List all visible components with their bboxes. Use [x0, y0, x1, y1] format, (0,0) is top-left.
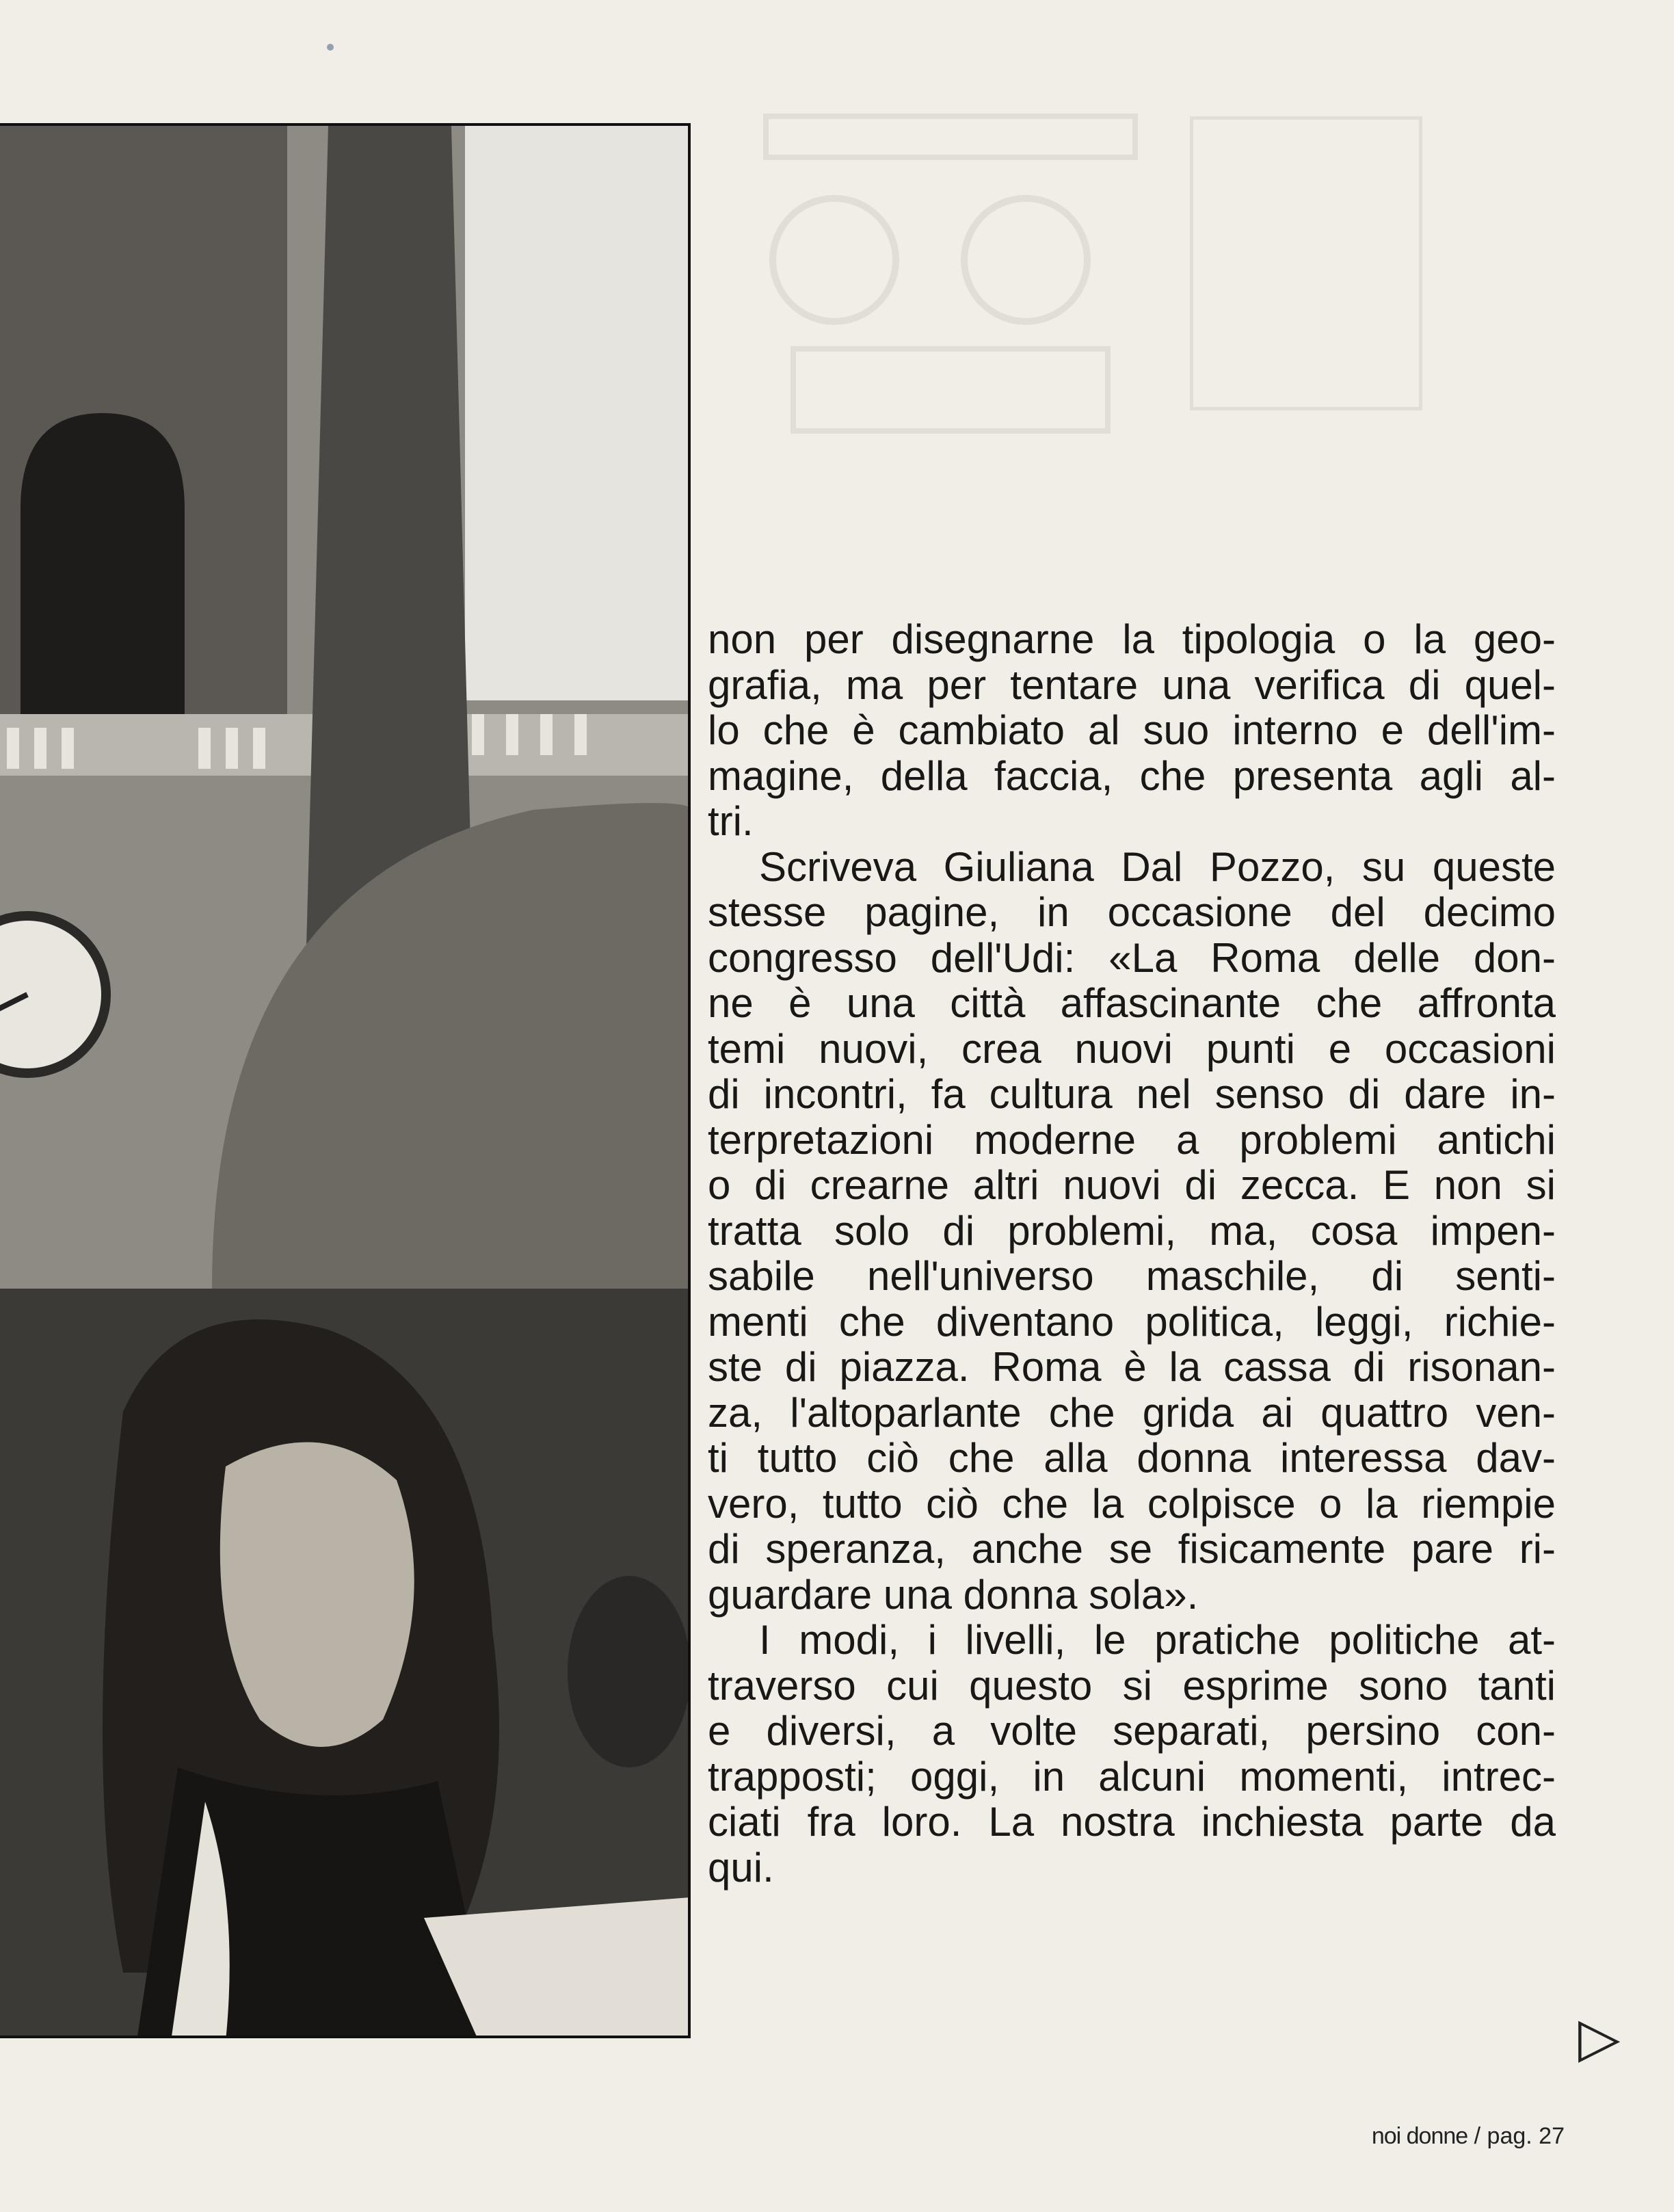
text-line: menti che diventano politica, leggi, richie-: [708, 1298, 1556, 1345]
text-line: congresso dell'Udi: «La Roma delle don-: [708, 934, 1556, 981]
text-line: terpretazioni moderne a problemi antichi: [708, 1116, 1556, 1163]
article-body: [708, 617, 1556, 1891]
text-line: ciati fra loro. La nostra inchiesta parte da: [708, 1799, 1556, 1845]
text-line: trapposti; oggi, in alcuni momenti, intrec-: [708, 1753, 1556, 1800]
magazine-name: noi donne: [1371, 2123, 1468, 2149]
text-line: vero, tutto ciò che la colpisce o la riempie: [708, 1480, 1556, 1527]
text-line: di incontri, fa cultura nel senso di dare in-: [708, 1071, 1556, 1117]
text-line: di speranza, anche se fisicamente pare ri-: [708, 1526, 1556, 1572]
photo-illustration: [0, 126, 691, 2038]
text-line: za, l'altoparlante che grida ai quattro ven-: [708, 1389, 1556, 1436]
paragraph-2: [708, 845, 1556, 1618]
text-line: traverso cui questo si esprime sono tanti: [708, 1662, 1556, 1709]
text-line: temi nuovi, crea nuovi punti e occasioni: [708, 1025, 1556, 1072]
paragraph-1: [708, 617, 1556, 845]
text-line: lo che è cambiato al suo interno e dell'im-: [708, 707, 1556, 753]
ink-dot: [327, 44, 334, 51]
continue-arrow-icon: ▷: [1578, 2005, 1621, 2069]
bleed-through: [711, 103, 1566, 581]
text-line: guardare una donna sola».: [708, 1571, 1199, 1618]
text-line: tratta solo di problemi, ma, cosa impen-: [708, 1207, 1556, 1254]
text-line: sabile nell'universo maschile, di senti-: [708, 1253, 1556, 1299]
text-line: o di crearne altri nuovi di zecca. E non si: [708, 1162, 1556, 1208]
text-line: Scriveva Giuliana Dal Pozzo, su queste: [759, 843, 1556, 890]
text-line: ti tutto ciò che alla donna interessa dav-: [708, 1435, 1556, 1481]
paragraph-3: [708, 1618, 1556, 1891]
page-footer: [1372, 2123, 1565, 2150]
text-line: e diversi, a volte separati, persino con-: [708, 1708, 1556, 1754]
text-line: non per disegnarne la tipologia o la geo-: [708, 616, 1556, 662]
text-line: I modi, i livelli, le pratiche politiche at-: [759, 1617, 1556, 1663]
text-line: ste di piazza. Roma è la cassa di risonan-: [708, 1344, 1556, 1390]
text-line: grafia, ma per tentare una verifica di quel-: [708, 661, 1556, 708]
text-line: magine, della faccia, che presenta agli al-: [708, 752, 1556, 799]
photo-woman-piazza: [0, 123, 691, 2038]
text-line: tri.: [708, 798, 754, 844]
ghost-shapes: [739, 103, 1162, 492]
text-line: stesse pagine, in occasione del decimo: [708, 889, 1556, 935]
ghost-box: [1190, 116, 1422, 410]
text-line: ne è una città affascinante che affronta: [708, 980, 1556, 1026]
page-number: / pag. 27: [1474, 2123, 1565, 2149]
text-line: qui.: [708, 1844, 774, 1891]
